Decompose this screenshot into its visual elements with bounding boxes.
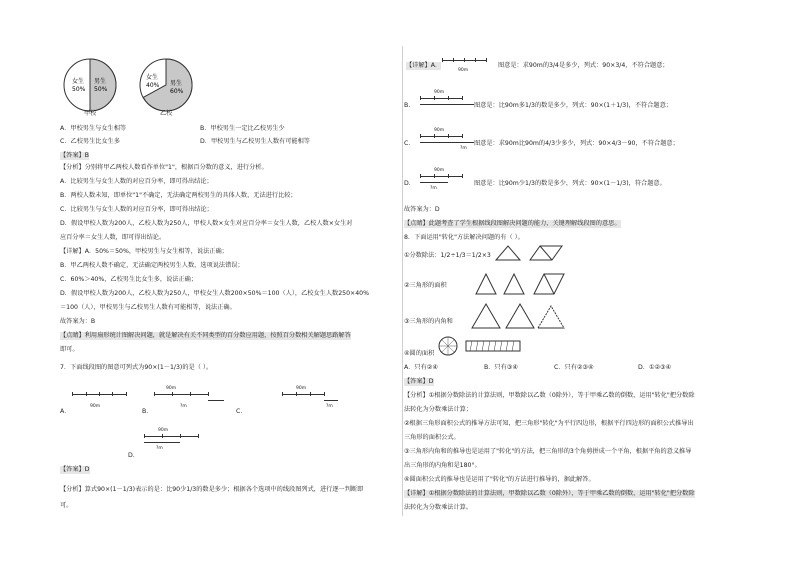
q6-option-a: A．甲校男生与女生相等: [60, 125, 127, 132]
svg-text:女生: 女生: [146, 74, 159, 81]
segment-diagram-detail-c: 90m ?m: [420, 128, 476, 154]
q8-item-3: ③三角形的内角和: [404, 318, 453, 325]
circle-to-rectangle-figure: [438, 336, 522, 356]
q6-detail-6: 故答案为：B: [60, 318, 96, 325]
q7-detail-d-text: 图意是：比90m少1/3的数是多少，列式：90×(1－1/3)，符合题意。: [474, 180, 666, 187]
q6-detail-4: D．假设甲校人数为200人，乙校人数为250人，甲校女生人数200×50%＝100（人），乙校女生人数250×40%: [60, 290, 369, 297]
q6-analysis-3: B．两校人数未知，即单位"1"不确定，无法确定两校男生的具体人数，无法进行比较；: [60, 192, 297, 199]
svg-text:50%: 50%: [94, 86, 108, 93]
q6-detail-2: B．甲乙两校人数不确定，无法确定两校男生人数，选项说法错误；: [60, 262, 244, 269]
q6-analysis-2: A．比较男生与女生人数的对应百分率，即可得出结论；: [60, 178, 213, 185]
q6-answer: 【答案】B: [60, 152, 89, 159]
svg-text:60%: 60%: [170, 88, 184, 95]
q8-analysis-4: 三角形的面积公式。: [404, 434, 460, 441]
q8-option-a: A．只有②④: [404, 364, 438, 371]
segment-diagram-d: 90m ?m: [144, 424, 204, 454]
q8-analysis-2: 法转化为分数乘法计算；: [404, 406, 473, 413]
q6-detail-3: C．60%＞40%，乙校男生比女生多，说法正确；: [60, 276, 198, 283]
q8-option-c: C．只有②③④: [554, 364, 594, 371]
segment-diagram-detail-b: 90m: [420, 90, 476, 116]
q7-answer: 【答案】D: [60, 466, 90, 473]
svg-text:男生: 男生: [170, 80, 183, 87]
q6-analysis-4: C．比较男生与女生人数的对应百分率，即可得出结论；: [60, 206, 213, 213]
segment-diagram-c: 90m ?m: [282, 382, 352, 412]
svg-text:40%: 40%: [146, 82, 160, 89]
q7-detail-b-prefix: B．: [404, 102, 415, 109]
q7-analysis-2: 可。: [60, 502, 73, 509]
q7-stem: 7．下面线段图的图意可列式为90×(1－1/3)的是（ ）。: [60, 364, 213, 371]
q6-option-d: D．甲校男生与乙校男生人数有可能相等: [200, 138, 310, 145]
q6-point-1: 【点睛】利用扇形统计图解决问题，就是解决有关不同类型的百分数应用题，按照百分数相关解题思路解答: [60, 332, 351, 339]
q8-option-d: D．①②③④: [638, 364, 672, 371]
q8-analysis-7: ④圆面积公式的推导也是运用了"转化"的方法进行推导的，据此解答。: [404, 476, 595, 483]
q7-opt-d: D．: [128, 452, 139, 459]
q8-detail-2: 法转化为分数乘法计算。: [404, 504, 473, 511]
q6-detail-5: ＝100（人），甲校男生与乙校男生人数有可能相等，说法正确。: [60, 304, 236, 311]
triangle-to-parallelogram-figure: [474, 270, 566, 296]
q7-detail-a-text: 图意是：求90m的3/4是多少，列式：90×3/4，不符合题意；: [498, 62, 669, 69]
q8-answer: 【答案】D: [404, 378, 434, 385]
q7-detail-c-text: 图意是：求90m比90m的4/3少多少，列式：90×4/3－90，不符合题意；: [474, 140, 679, 147]
pie2-label: 乙校: [160, 110, 173, 117]
svg-text:女生: 女生: [72, 78, 85, 85]
q8-analysis-3: ②根据三角形面积公式的推导方法可知，把三角形"转化"为平行四边形，根据平行四边形的面积公式推导出: [404, 420, 694, 427]
q8-stem: 8．下面运用"转化"方法解决问题的有（ ）。: [404, 234, 524, 241]
q8-analysis-6: 出三角形的内角和是180°。: [404, 462, 481, 469]
q6-point-2: 即可。: [60, 346, 79, 353]
q6-option-c: C．乙校男生比女生多: [60, 138, 121, 145]
q6-detail-1: 【详解】A．50%＝50%，甲校男生与女生相等，说法正确；: [60, 248, 228, 255]
q6-analysis-6: 应百分率＝女生人数，即可得出结论。: [60, 234, 166, 241]
segment-diagram-b: 90m ?m: [154, 382, 224, 412]
q7-opt-b: B．: [142, 408, 153, 415]
q8-analysis-1: 【分析】①根据分数除法的计算法则，甲数除以乙数（0除外），等于甲乘乙数的倒数，运用"转化"把分数除: [404, 392, 695, 399]
q8-option-b: B．只有③④: [484, 364, 518, 371]
right-column: [402, 46, 743, 516]
q7-point: 【点睛】此题考查了学生根据线段图解决问题的能力，关键理解线段图的意思。: [404, 220, 621, 227]
segment-diagram-a: 90m: [72, 382, 132, 412]
q7-detail-d-prefix: D．: [404, 180, 415, 187]
q6-analysis-5: D．假设甲校人数为200人，乙校人数为250人，甲校人数×女生对应百分率＝女生人数，乙校人数×女生对: [60, 220, 353, 227]
q6-option-b: B．甲校男生一定比乙校男生少: [200, 125, 285, 132]
segment-diagram-detail-a: 90m: [442, 52, 492, 78]
q7-opt-a: A．: [60, 408, 71, 415]
q7-opt-c: C．: [236, 408, 247, 415]
q7-final: 故答案为：D: [404, 206, 440, 213]
q8-item-2: ②三角形的面积: [404, 282, 447, 289]
q7-detail-c-prefix: C．: [404, 140, 415, 147]
svg-text:50%: 50%: [72, 86, 86, 93]
q7-detail-a-prefix: 【详解】A．: [406, 62, 442, 69]
q7-analysis-1: 【分析】算式90×(1－1/3)表示的是：比90少1/3的数是多少；根据各个选项中的线段图列式，进行逐一判断即: [60, 486, 364, 493]
pie1-label: 甲校: [84, 110, 97, 117]
parallelogram-triangles-figure: [494, 244, 564, 262]
q6-analysis-1: 【分析】分别将甲乙两校人数看作单位"1"，根据百分数的意义，进行分析。: [60, 164, 268, 171]
q8-analysis-5: ③三角形内角和的推导也是运用了"转化"的方法，把三角形的3个角剪拼成一个平角，根据平角的意义推导: [404, 448, 692, 455]
q8-detail-1: 【详解】①根据分数除法的计算法则，甲数除以乙数（0除外），等于甲乘乙数的倒数，运用"转化"把分数除: [404, 490, 695, 497]
q8-item-1: ①分数除法：1/2÷1/3＝1/2×3: [404, 252, 491, 259]
segment-diagram-detail-d: 90m ?m: [420, 168, 476, 194]
triangle-angle-sum-figure: [470, 300, 566, 330]
q8-item-4: ④圆的面积: [404, 350, 435, 357]
q7-detail-b-text: 图意是：比90m多1/3的数是多少，列式：90×(1＋1/3)，不符合题意；: [474, 102, 672, 109]
svg-text:男生: 男生: [94, 78, 107, 85]
